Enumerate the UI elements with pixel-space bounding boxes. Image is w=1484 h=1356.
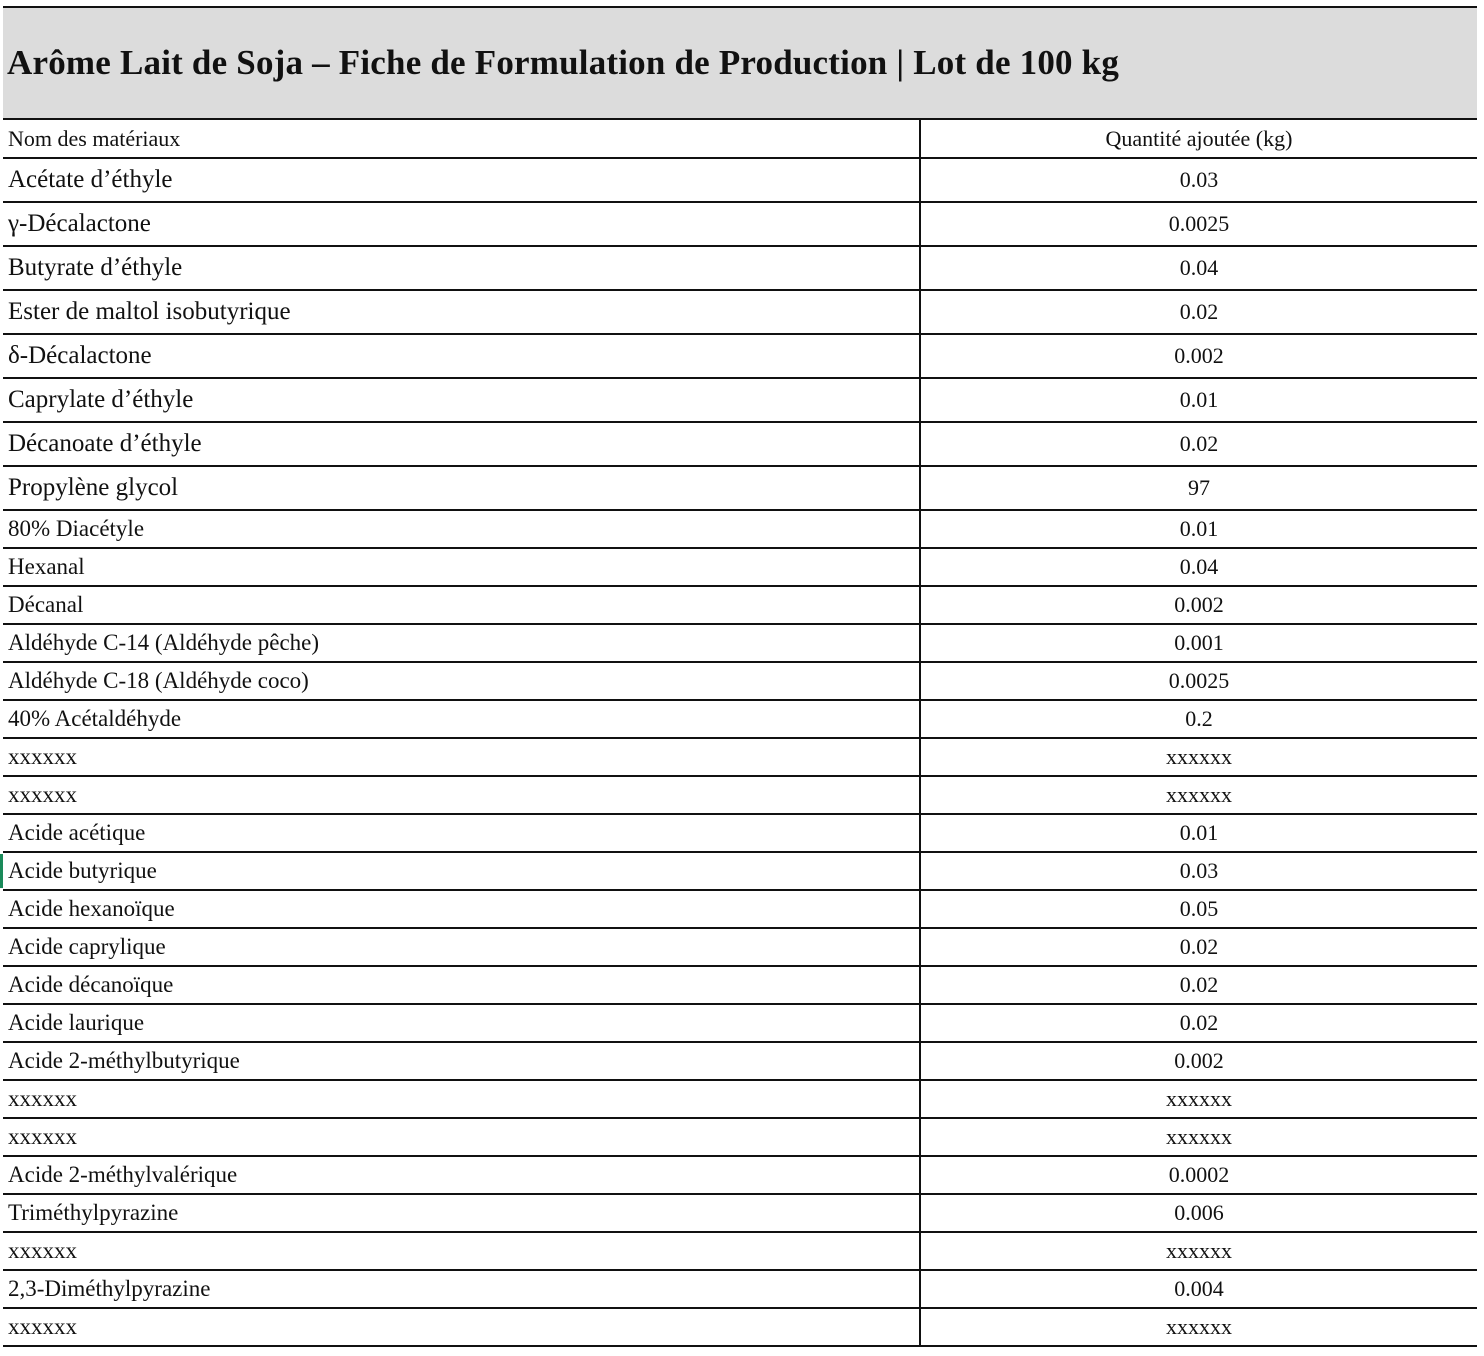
quantity-cell[interactable]: 0.004 xyxy=(920,1270,1477,1308)
material-name-cell[interactable]: Acétate d’éthyle xyxy=(3,158,920,202)
material-name-cell[interactable]: Acide caprylique xyxy=(3,928,920,966)
material-name-cell[interactable]: xxxxxx xyxy=(3,1308,920,1346)
quantity-cell[interactable]: xxxxxx xyxy=(920,1080,1477,1118)
table-header-row xyxy=(3,120,1477,158)
quantity-cell[interactable]: 0.03 xyxy=(920,158,1477,202)
formulation-table xyxy=(3,120,1477,1347)
quantity-cell[interactable]: 0.04 xyxy=(920,246,1477,290)
table-row xyxy=(3,1004,1477,1042)
table-row xyxy=(3,624,1477,662)
table-row xyxy=(3,422,1477,466)
material-name-cell[interactable]: Acide 2-méthylbutyrique xyxy=(3,1042,920,1080)
active-row-indicator xyxy=(0,854,3,888)
quantity-cell[interactable]: xxxxxx xyxy=(920,1118,1477,1156)
header-qty-cell[interactable]: Quantité ajoutée (kg) xyxy=(920,120,1477,158)
table-row xyxy=(3,890,1477,928)
table-row xyxy=(3,738,1477,776)
material-name-cell[interactable]: Décanal xyxy=(3,586,920,624)
quantity-cell[interactable]: xxxxxx xyxy=(920,776,1477,814)
material-name-cell[interactable]: Acide hexanoïque xyxy=(3,890,920,928)
formulation-sheet xyxy=(3,6,1477,1347)
quantity-cell[interactable]: 0.02 xyxy=(920,290,1477,334)
material-name-cell[interactable]: Propylène glycol xyxy=(3,466,920,510)
table-row xyxy=(3,700,1477,738)
quantity-cell[interactable]: 0.002 xyxy=(920,586,1477,624)
material-name-cell[interactable]: Triméthylpyrazine xyxy=(3,1194,920,1232)
quantity-cell[interactable]: 0.01 xyxy=(920,378,1477,422)
material-name-cell[interactable]: xxxxxx xyxy=(3,776,920,814)
quantity-cell[interactable]: 0.02 xyxy=(920,966,1477,1004)
material-name-cell[interactable]: Aldéhyde C-14 (Aldéhyde pêche) xyxy=(3,624,920,662)
material-name-cell[interactable]: xxxxxx xyxy=(3,738,920,776)
sheet-title[interactable]: Arôme Lait de Soja – Fiche de Formulation de Production | Lot de 100 kg xyxy=(3,6,1477,120)
material-name-cell[interactable]: Caprylate d’éthyle xyxy=(3,378,920,422)
table-row xyxy=(3,1194,1477,1232)
quantity-cell[interactable]: 0.04 xyxy=(920,548,1477,586)
material-name-cell[interactable]: Aldéhyde C-18 (Aldéhyde coco) xyxy=(3,662,920,700)
quantity-cell[interactable]: 0.03 xyxy=(920,852,1477,890)
table-row xyxy=(3,246,1477,290)
header-name-cell[interactable]: Nom des matériaux xyxy=(3,120,920,158)
table-row xyxy=(3,1042,1477,1080)
material-name-cell[interactable]: 2,3-Diméthylpyrazine xyxy=(3,1270,920,1308)
material-name-cell[interactable]: Hexanal xyxy=(3,548,920,586)
quantity-cell[interactable]: 0.0025 xyxy=(920,202,1477,246)
table-row xyxy=(3,334,1477,378)
quantity-cell[interactable]: xxxxxx xyxy=(920,1232,1477,1270)
table-row xyxy=(3,1232,1477,1270)
material-name-cell[interactable]: 80% Diacétyle xyxy=(3,510,920,548)
table-row xyxy=(3,510,1477,548)
table-row xyxy=(3,662,1477,700)
material-name-cell[interactable]: Ester de maltol isobutyrique xyxy=(3,290,920,334)
table-row xyxy=(3,776,1477,814)
table-row xyxy=(3,1270,1477,1308)
material-name-cell[interactable]: xxxxxx xyxy=(3,1232,920,1270)
material-name-cell[interactable]: 40% Acétaldéhyde xyxy=(3,700,920,738)
material-name-cell[interactable]: Acide butyrique xyxy=(3,852,920,890)
quantity-cell[interactable]: 0.002 xyxy=(920,1042,1477,1080)
quantity-cell[interactable]: 0.006 xyxy=(920,1194,1477,1232)
table-row xyxy=(3,202,1477,246)
material-name-cell[interactable]: Acide acétique xyxy=(3,814,920,852)
quantity-cell[interactable]: 97 xyxy=(920,466,1477,510)
material-name-cell[interactable]: xxxxxx xyxy=(3,1080,920,1118)
table-row xyxy=(3,158,1477,202)
table-row xyxy=(3,852,1477,890)
material-name-cell[interactable]: xxxxxx xyxy=(3,1118,920,1156)
table-row xyxy=(3,1308,1477,1346)
quantity-cell[interactable]: xxxxxx xyxy=(920,1308,1477,1346)
material-name-cell[interactable]: δ-Décalactone xyxy=(3,334,920,378)
table-row xyxy=(3,378,1477,422)
table-row xyxy=(3,1118,1477,1156)
material-name-cell[interactable]: γ-Décalactone xyxy=(3,202,920,246)
table-row xyxy=(3,1080,1477,1118)
table-row xyxy=(3,966,1477,1004)
table-row xyxy=(3,1156,1477,1194)
material-name-cell[interactable]: Butyrate d’éthyle xyxy=(3,246,920,290)
table-row xyxy=(3,928,1477,966)
quantity-cell[interactable]: 0.02 xyxy=(920,928,1477,966)
material-name-cell[interactable]: Acide 2-méthylvalérique xyxy=(3,1156,920,1194)
table-row xyxy=(3,586,1477,624)
quantity-cell[interactable]: 0.01 xyxy=(920,510,1477,548)
quantity-cell[interactable]: 0.02 xyxy=(920,422,1477,466)
table-row xyxy=(3,290,1477,334)
material-name-cell[interactable]: Acide décanoïque xyxy=(3,966,920,1004)
material-name-cell[interactable]: Acide laurique xyxy=(3,1004,920,1042)
quantity-cell[interactable]: 0.0002 xyxy=(920,1156,1477,1194)
quantity-cell[interactable]: 0.02 xyxy=(920,1004,1477,1042)
table-row xyxy=(3,466,1477,510)
quantity-cell[interactable]: 0.05 xyxy=(920,890,1477,928)
table-row xyxy=(3,814,1477,852)
quantity-cell[interactable]: xxxxxx xyxy=(920,738,1477,776)
quantity-cell[interactable]: 0.002 xyxy=(920,334,1477,378)
quantity-cell[interactable]: 0.001 xyxy=(920,624,1477,662)
quantity-cell[interactable]: 0.01 xyxy=(920,814,1477,852)
material-name-cell[interactable]: Décanoate d’éthyle xyxy=(3,422,920,466)
quantity-cell[interactable]: 0.2 xyxy=(920,700,1477,738)
table-row xyxy=(3,548,1477,586)
quantity-cell[interactable]: 0.0025 xyxy=(920,662,1477,700)
